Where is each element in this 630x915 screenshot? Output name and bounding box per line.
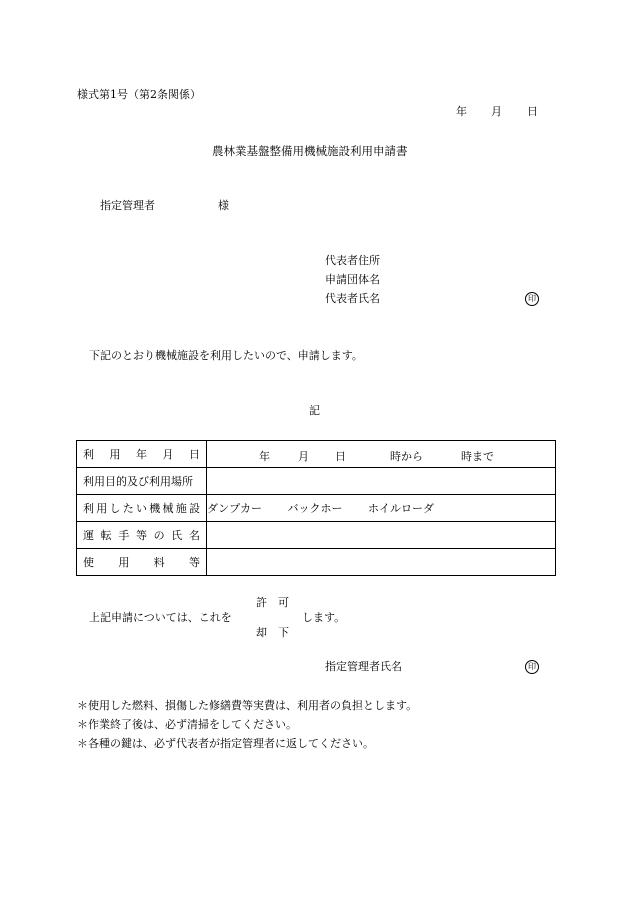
request-table	[76, 440, 556, 576]
applicant-group-label: 申請団体名	[325, 273, 380, 286]
approval-suffix: します。	[302, 611, 346, 624]
note-item: ＊各種の鍵は、必ず代表者が指定管理者に返してください。	[77, 737, 374, 750]
purpose-place-field[interactable]	[207, 468, 556, 495]
usage-fee-field[interactable]	[207, 549, 556, 576]
header-year: 年	[456, 105, 467, 118]
table-row	[77, 441, 556, 468]
manager-name-label: 指定管理者氏名	[325, 660, 402, 673]
usage-year: 年	[259, 450, 270, 463]
addressee-label: 指定管理者	[100, 199, 155, 212]
table-row	[77, 549, 556, 576]
equipment-option-wheel-loader[interactable]: ホイルローダ	[368, 502, 434, 515]
applicant-name-label: 代表者氏名	[325, 292, 380, 305]
approval-option-reject[interactable]: 却 下	[256, 626, 289, 639]
operator-name-field[interactable]	[207, 522, 556, 549]
form-number: 様式第1号（第2条関係）	[77, 88, 201, 101]
usage-date-label: 利 用 年 月 日	[83, 448, 200, 461]
approval-prefix: 上記申請については、これを	[89, 611, 232, 624]
header-day: 日	[527, 105, 538, 118]
header-month: 月	[491, 105, 502, 118]
document-title: 農林業基盤整備用機械施設利用申請書	[212, 144, 408, 158]
usage-month: 月	[298, 450, 309, 463]
table-row	[77, 495, 556, 522]
manager-seal-icon: 印	[525, 660, 539, 674]
table-row	[77, 522, 556, 549]
table-row	[77, 468, 556, 495]
applicant-address-label: 代表者住所	[325, 254, 380, 267]
operator-name-label: 運 転 手 等 の 氏 名	[83, 529, 200, 542]
equipment-option-backhoe[interactable]: バックホー	[287, 502, 343, 515]
equipment-label: 利 用 し た い 機 械 施 設	[83, 502, 200, 515]
note-item: ＊作業終了後は、必ず清掃をしてください。	[77, 718, 297, 731]
intro-text: 下記のとおり機械施設を利用したいので、申請します。	[89, 349, 363, 362]
approval-option-permit[interactable]: 許 可	[256, 596, 289, 609]
applicant-seal-icon: 印	[525, 292, 539, 306]
equipment-options	[207, 495, 556, 522]
addressee-honorific: 様	[218, 199, 229, 212]
usage-fee-label: 使 用 料 等	[83, 556, 200, 569]
purpose-place-label: 利用目的及び利用場所	[77, 468, 207, 495]
usage-time-from: 時から	[390, 450, 423, 463]
usage-day: 日	[335, 450, 346, 463]
usage-time-to: 時まで	[461, 450, 494, 463]
usage-date-field[interactable]	[207, 441, 556, 468]
note-item: ＊使用した燃料、損傷した修繕費等実費は、利用者の負担とします。	[77, 699, 418, 712]
ki-heading: 記	[309, 404, 320, 417]
equipment-option-dump-truck[interactable]: ダンプカー	[207, 502, 262, 515]
